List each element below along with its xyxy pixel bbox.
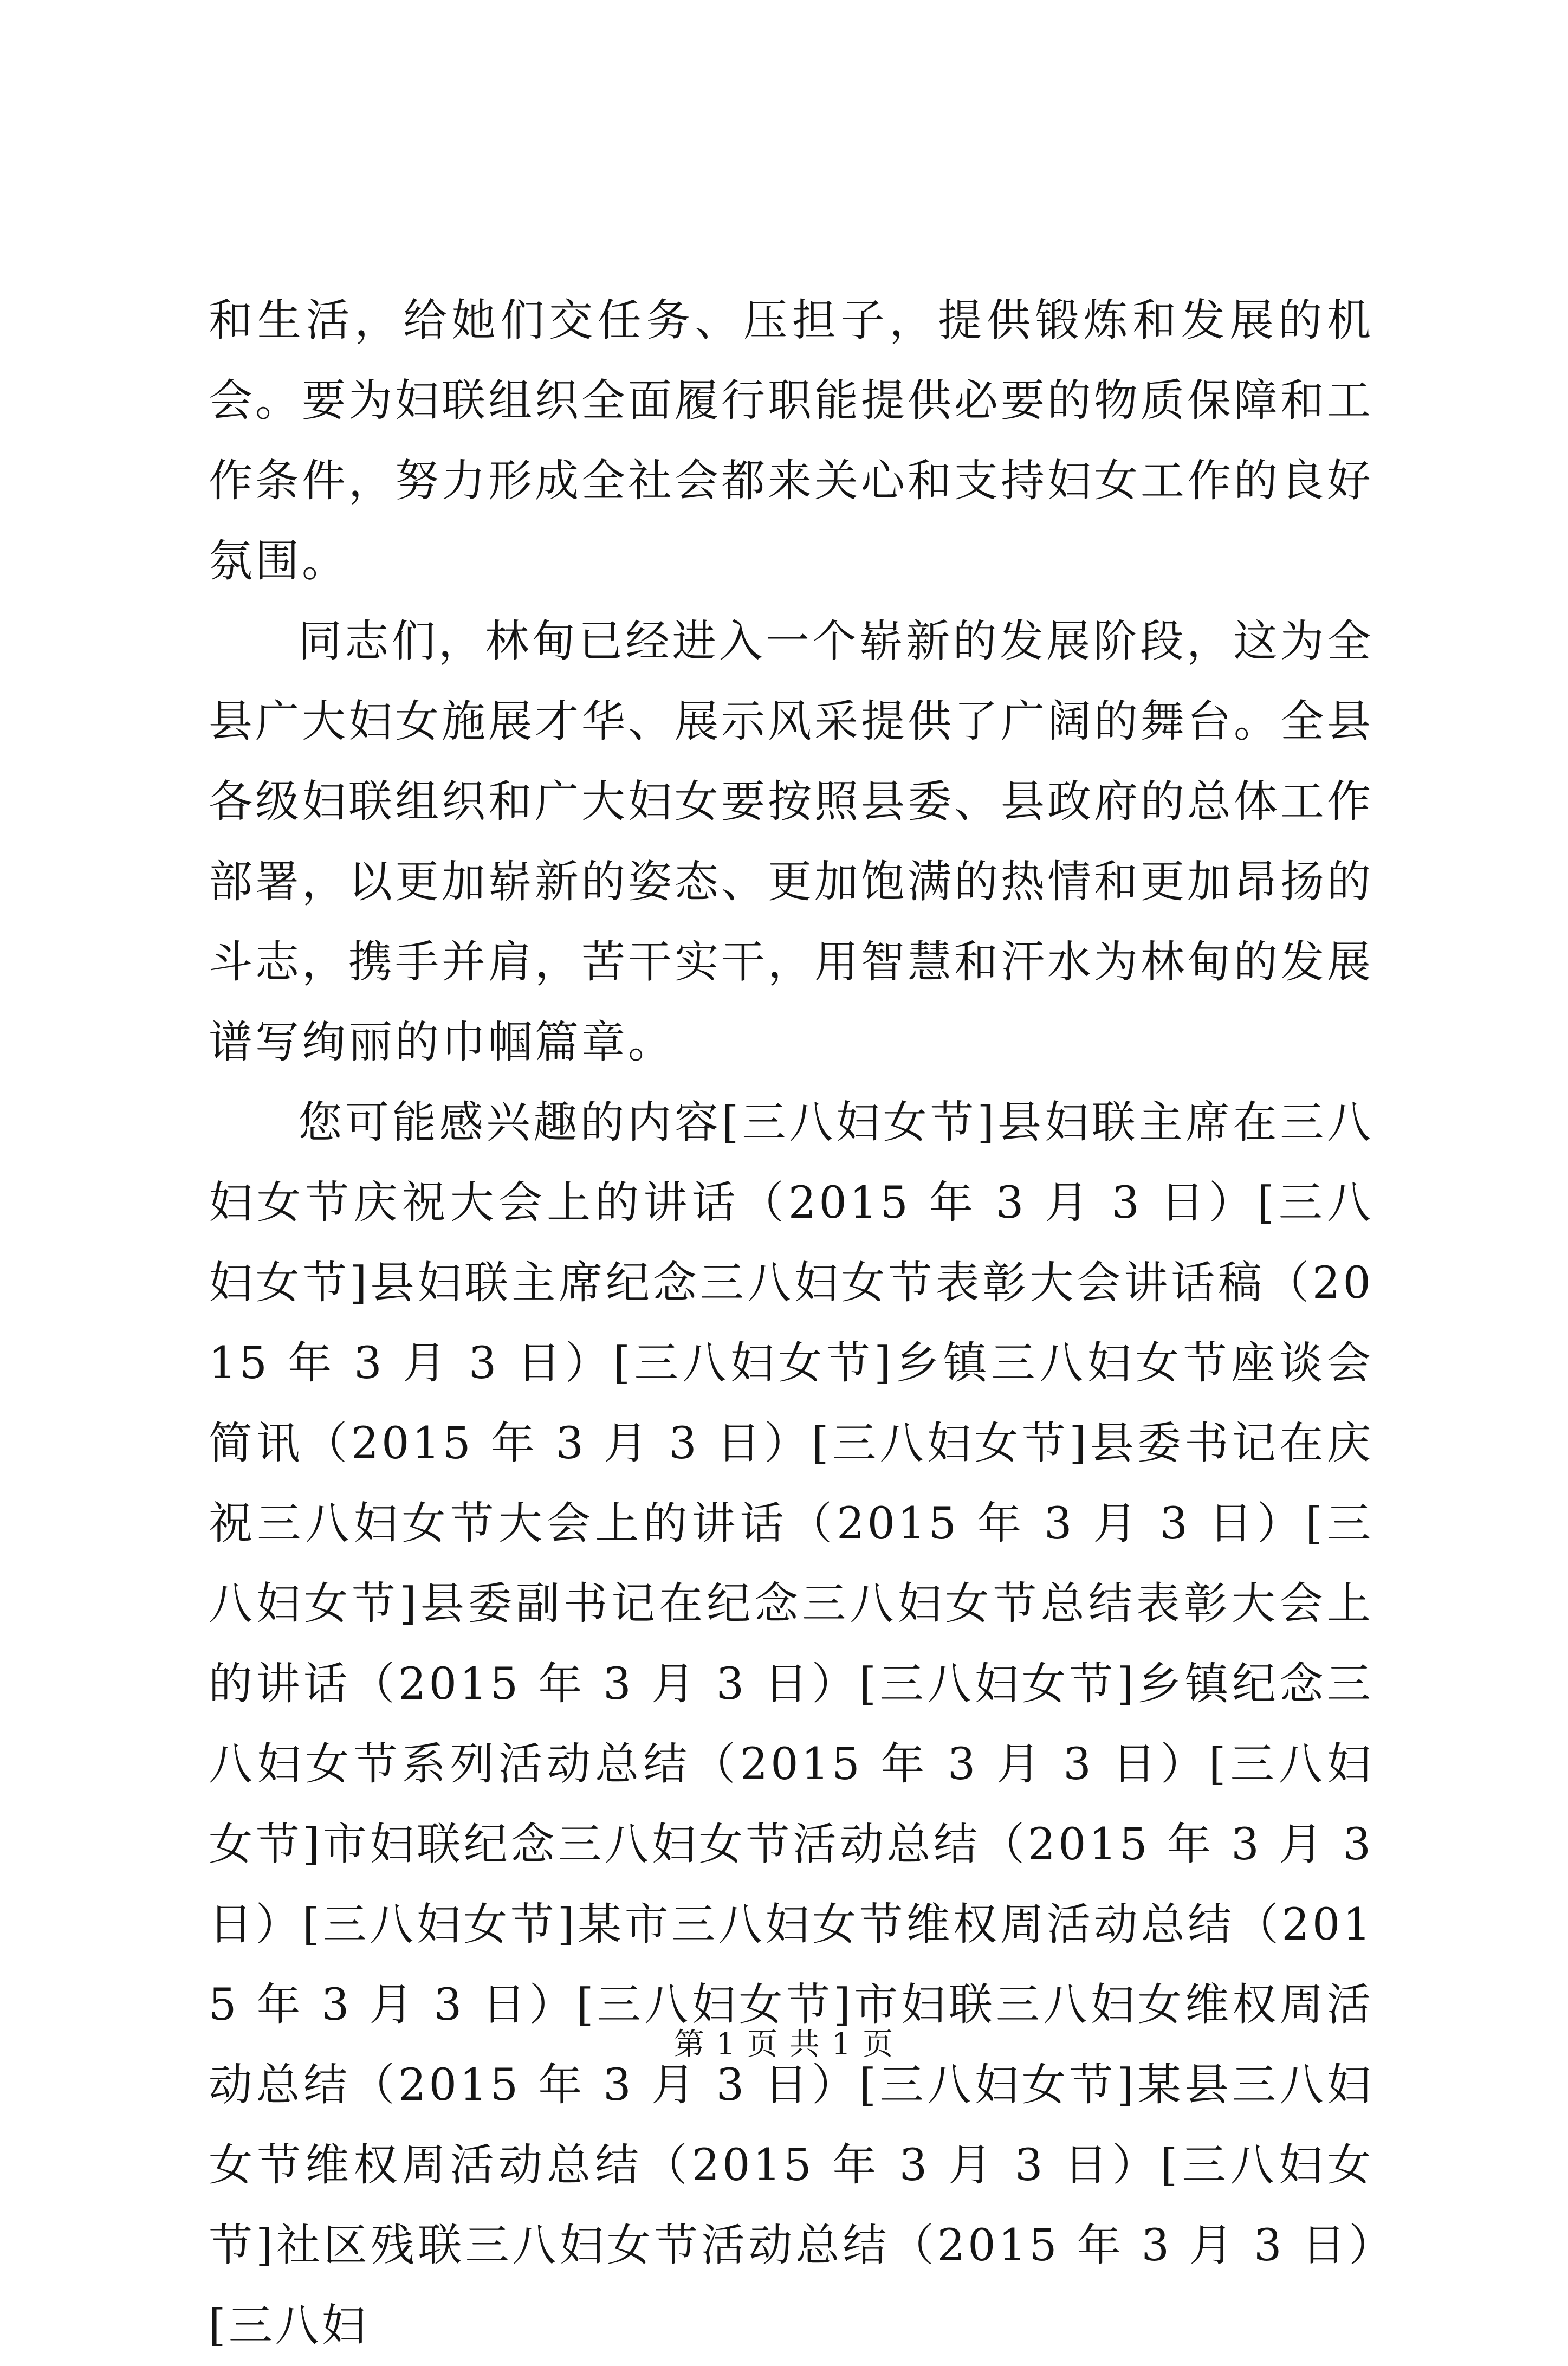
paragraph-continuation: 和生活，给她们交任务、压担子，提供锻炼和发展的机会。要为妇联组织全面履行职能提供必要的物质保障和工作条件，努力形成全社会都来关心和支持妇女工作的良好氛围。: [209, 295, 1374, 587]
page-number-footer: 第 1 页 共 1 页: [673, 2027, 895, 2062]
paragraph-speech-closing: 同志们，林甸已经进入一个崭新的发展阶段，这为全县广大妇女施展才华、展示风采提供了广阔的舞台。全县各级妇联组织和广大妇女要按照县委、县政府的总体工作部署，以更加崭新的姿态、更加饱满的热情和更加昂扬的斗志，携手并肩，苦干实干，用智慧和汗水为林甸的发展谱写绚丽的巾帼篇章。: [209, 616, 1374, 1068]
paragraph-related-content: 您可能感兴趣的内容[三八妇女节]县妇联主席在三八妇女节庆祝大会上的讲话（2015 年 3 月 3 日）[三八妇女节]县妇联主席纪念三八妇女节表彰大会讲话稿（2015 年 3 月 3 日）[三八妇女节]乡镇三八妇女节座谈会简讯（2015 年 3 月 3 日）[三八妇女节]县委书记在庆祝三八妇女节大会上的讲话（2015 年 3 月 3 日）[三八妇女节]县委副书记在纪念三八妇女节总结表彰大会上的讲话（2015 年 3 月 3 日）[三八妇女节]乡镇纪念三八妇女节系列活动总结（2015 年 3 月 3 日）[三八妇女节]市妇联纪念三八妇女节活动总结（2015 年 3 月 3 日）[三八妇女节]某市三八妇女节维权周活动总结（2015 年 3 月 3 日）[三八妇女节]市妇联三八妇女维权周活动总结（2015 年 3 月 3 日）[三八妇女节]某县三八妇女节维权周活动总结（2015 年 3 月 3 日）[三八妇女节]社区残联三八妇女节活动总结（2015 年 3 月 3 日）[三八妇: [209, 1097, 1373, 2351]
